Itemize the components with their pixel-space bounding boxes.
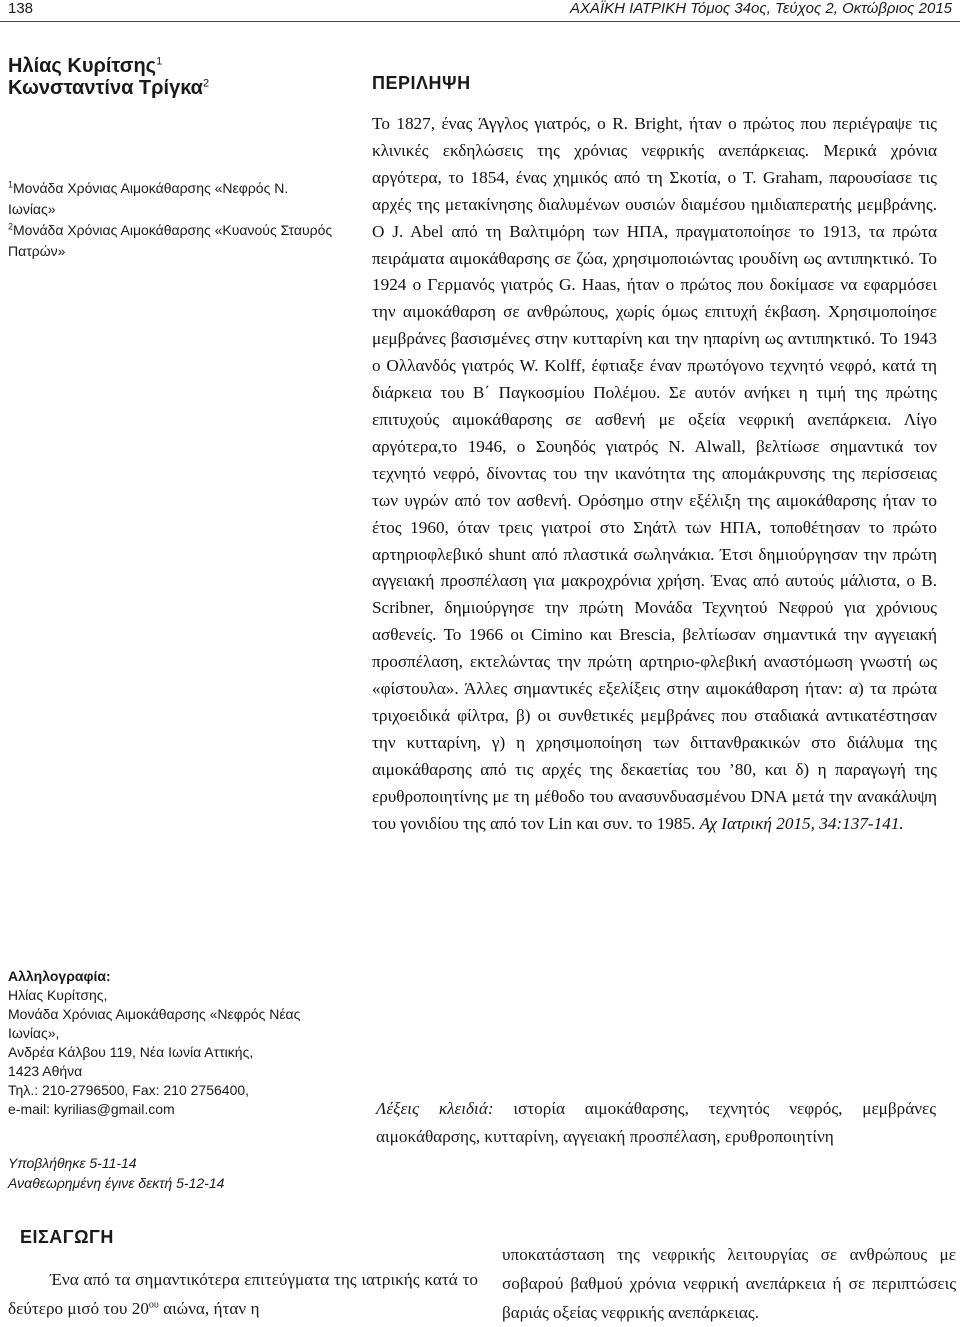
- correspondence-line: Τηλ.: 210-2796500, Fax: 210 2756400,: [8, 1082, 250, 1098]
- correspondence-line: Μονάδα Χρόνιας Αιμοκάθαρσης «Νεφρός Νέας Ιωνίας»,: [8, 1006, 301, 1041]
- journal-header: ΑΧΑΪΚΗ ΙΑΤΡΙΚΗ Τόμος 34ος, Τεύχος 2, Οκτώβριος 2015: [569, 0, 952, 17]
- submitted-date: Υποβλήθηκε 5-11-14: [8, 1155, 137, 1171]
- author-name: Κωνσταντίνα Τρίγκα$^2$: [8, 77, 210, 99]
- affiliations: [8, 178, 338, 262]
- affiliation: $^2$Μονάδα Χρόνιας Αιμοκάθαρσης «Κυανούς Σταυρός Πατρών»: [8, 221, 333, 259]
- correspondence-title: Αλληλογραφία:: [8, 968, 111, 984]
- keywords-label: Λέξεις κλειδιά:: [376, 1099, 494, 1118]
- correspondence: [8, 967, 308, 1119]
- summary-heading: ΠΕΡΙΛΗΨΗ: [372, 73, 471, 93]
- page-number: 138: [8, 0, 34, 17]
- author-list: [8, 55, 338, 99]
- correspondence-line: Ανδρέα Κάλβου 119, Νέα Ιωνία Αττικής,: [8, 1044, 254, 1060]
- header-divider: [0, 21, 960, 22]
- introduction-text-right: υποκατάσταση της νεφρικής λειτουργίας σε ανθρώπους με σοβαρού βαθμού χρόνια νεφρική ανεπάρκεια ή σε περιπτώσεις βαριάς οξείας νεφρικής ανεπάρκειας.: [502, 1245, 956, 1322]
- correspondence-email[interactable]: e-mail: kyrilias@gmail.com: [8, 1101, 175, 1117]
- summary-citation: Αχ Ιατρική 2015, 34:137-141.: [699, 813, 904, 833]
- summary-body: [372, 111, 937, 837]
- keywords: [376, 1095, 936, 1151]
- introduction-text-left: Ένα από τα σημαντικότερα επιτεύγματα της ιατρικής κατά το δεύτερο μισό του $20^{o\upsilon}$ αιώνα, ήταν η: [8, 1270, 478, 1318]
- author-name: Ηλίας Κυρίτσης$^1$: [8, 55, 163, 77]
- correspondence-line: Ηλίας Κυρίτσης,: [8, 987, 108, 1003]
- affiliation: $^1$Μονάδα Χρόνιας Αιμοκάθαρσης «Νεφρός Ν. Ιωνίας»: [8, 179, 289, 217]
- keywords-text: ιστορία αιμοκάθαρσης, τεχνητός νεφρός, μεμβράνες αιμοκάθαρσης, κυτταρίνη, αγγειακή προσπέλαση, ερυθροποιητίνη: [376, 1099, 937, 1146]
- correspondence-line: 1423 Αθήνα: [8, 1063, 83, 1079]
- accepted-date: Αναθεωρημένη έγινε δεκτή 5-12-14: [8, 1175, 225, 1191]
- submission-dates: [8, 1153, 338, 1193]
- summary-text: Το 1827, ένας Άγγλος γιατρός, ο R. Bright, ήταν ο πρώτος που περιέγραψε τις κλινικές εκδηλώσεις της χρόνιας νεφρικής ανεπάρκειας. Μερικά χρόνια αργότερα, το 1854, ένας χημικός από τη Σκοτία, ο T. Graham, παρουσίασε τις αρχές της μετακίνησης διαλυμένων ουσιών διαμέσου ημιδιαπερατής μεμβράνης. Ο J. Abel από τη Βαλτιμόρη των ΗΠΑ, πραγματοποίησε το 1913, τα πρώτα πειράματα αιμοκάθαρσης σε ζώα, χρησιμοποιώντας ιρουδίνη ως αντιπηκτικό. Το 1924 ο Γερμανός γιατρός G. Haas, ήταν ο πρώτος που δοκίμασε να εφαρμόσει την αιμοκάθαρση σε ανθρώπους, χωρίς όμως επιτυχή έκβαση. Χρησιμοποίησε μεμβράνες βασισμένες στην κυτταρίνη και την ηπαρίνη ως αντιπηκτικό. Το 1943 ο Ολλανδός γιατρός W. Kolff, έφτιαξε έναν πρωτόγονο τεχνητό νεφρό, κατά τη διάρκεια του Β΄ Παγκοσμίου Πολέμου. Σε αυτόν ανήκει η τιμή της πρώτης επιτυχούς αιμοκάθαρσης σε ασθενή με οξεία νεφρική ανεπάρκεια. Λίγο αργότερα,το 1946, ο Σουηδός γιατρός N. Alwall, βελτίωσε σημαντικά τον τεχνητό νεφρό, δίνοντας του την ικανότητα της απομάκρυνσης της περίσσειας των υγρών από τον ασθενή. Ορόσημο στην εξέλιξη της αιμοκάθαρσης ήταν το έτος 1960, όταν τρεις γιατροί στο Σηάτλ των ΗΠΑ, τοποθέτησαν το πρώτο αρτηριοφλεβικό shunt από πλαστικά σωληνάκια. Έτσι δημιούργησαν την πρώτη αγγειακή προσπέλαση για μακροχρόνια χρήση. Ένας από αυτούς μάλιστα, ο B. Scribner, δημιούργησε την πρώτη Μονάδα Τεχνητού Νεφρού για χρόνιους ασθενείς. Το 1966 οι Cimino και Brescia, βελτίωσαν σημαντικά την αγγειακή προσπέλαση, εκτελώντας την πρώτη αρτηριο-φλεβική αναστόμωση γνωστή ως «φίστουλα». Άλλες σημαντικές εξελίξεις στην αιμοκάθαρση ήταν: α) τα πρώτα τριχοειδικά φίλτρα, β) οι συνθετικές μεμβράνες που σταδιακά αντικατέστησαν την κυτταρίνη, γ) η χρησιμοποίηση των διττανθρακικών στο διάλυμα της αιμοκάθαρσης από τις αρχές της δεκαετίας του ’80, και δ) η παραγωγή της ερυθροποιητίνης με τη μέθοδο του ανασυνδυασμένου DNA μετά την ανακάλυψη του γονιδίου της από τον Lin και συν. το 1985.: [372, 114, 937, 833]
- introduction-heading: ΕΙΣΑΓΩΓΗ: [20, 1227, 114, 1247]
